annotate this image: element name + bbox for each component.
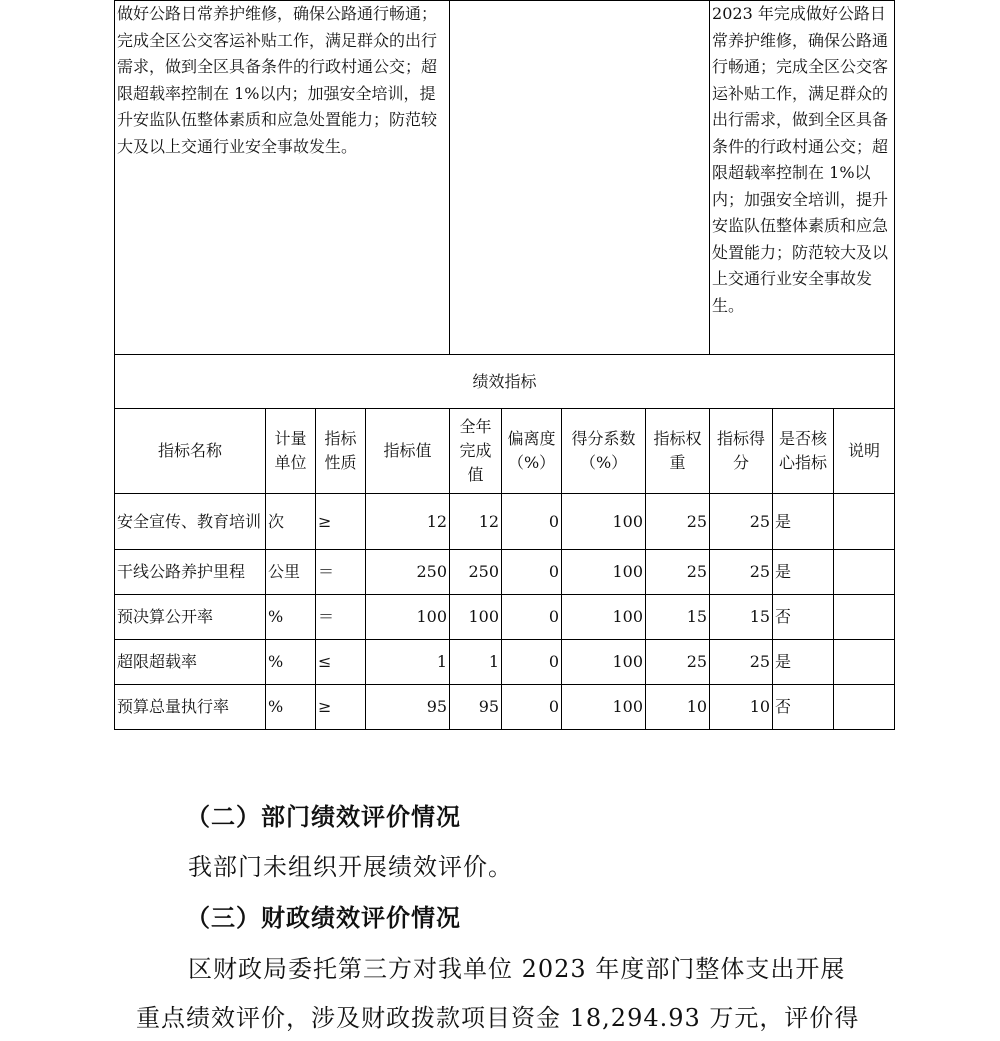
table-row <box>115 685 895 730</box>
header-cell: 指标权重 <box>646 409 710 494</box>
deviation: 0 <box>502 595 562 640</box>
core-flag: 是 <box>773 640 834 685</box>
table-row <box>115 640 895 685</box>
weight: 15 <box>646 595 710 640</box>
target-value: 95 <box>366 685 450 730</box>
score: 10 <box>710 685 773 730</box>
table-row <box>115 550 895 595</box>
target-value: 12 <box>366 494 450 550</box>
annual-goal-cell: 做好公路日常养护维修，确保公路通行畅通；完成全区公交客运补贴工作，满足群众的出行需求，做到全区具备条件的行政村通公交；超限超载率控制在 1%以内；加强安全培训，提升安监队伍整体素质和应急处置能力；防范较大及以上交通行业安全事故发生。 <box>115 1 450 355</box>
note <box>834 550 895 595</box>
core-flag: 否 <box>773 595 834 640</box>
note <box>834 640 895 685</box>
section-3-heading: （三）财政绩效评价情况 <box>186 903 461 932</box>
completed-value: 95 <box>450 685 502 730</box>
unit: 公里 <box>266 550 316 595</box>
completed-value: 100 <box>450 595 502 640</box>
section-2-heading: （二）部门绩效评价情况 <box>186 802 461 831</box>
section-2-body: 我部门未组织开展绩效评价。 <box>188 853 513 881</box>
header-cell: 指标名称 <box>115 409 266 494</box>
section-3-body-line-1: 区财政局委托第三方对我单位 2023 年度部门整体支出开展 <box>188 955 846 983</box>
score-coefficient: 100 <box>562 685 646 730</box>
indicator-name: 干线公路养护里程 <box>115 550 266 595</box>
unit: % <box>266 685 316 730</box>
note <box>834 685 895 730</box>
header-cell: 指标值 <box>366 409 450 494</box>
core-flag: 是 <box>773 494 834 550</box>
weight: 25 <box>646 494 710 550</box>
header-cell: 得分系数（%） <box>562 409 646 494</box>
indicator-section-row <box>115 355 895 409</box>
performance-table <box>114 0 895 730</box>
header-cell: 指标得分 <box>710 409 773 494</box>
nature: ＝ <box>316 595 366 640</box>
target-value: 250 <box>366 550 450 595</box>
weight: 10 <box>646 685 710 730</box>
indicator-name: 预决算公开率 <box>115 595 266 640</box>
completed-value: 12 <box>450 494 502 550</box>
score-coefficient: 100 <box>562 494 646 550</box>
note <box>834 494 895 550</box>
score: 25 <box>710 640 773 685</box>
nature: ≥ <box>316 494 366 550</box>
indicator-section-title: 绩效指标 <box>115 355 895 409</box>
deviation: 0 <box>502 494 562 550</box>
weight: 25 <box>646 640 710 685</box>
weight: 25 <box>646 550 710 595</box>
score: 15 <box>710 595 773 640</box>
unit: 次 <box>266 494 316 550</box>
table-row <box>115 494 895 550</box>
target-value: 1 <box>366 640 450 685</box>
score-coefficient: 100 <box>562 595 646 640</box>
empty-goal-cell <box>450 1 710 355</box>
indicator-name: 安全宣传、教育培训 <box>115 494 266 550</box>
completed-value: 1 <box>450 640 502 685</box>
target-value: 100 <box>366 595 450 640</box>
score: 25 <box>710 550 773 595</box>
section-3-body-line-2: 重点绩效评价，涉及财政拨款项目资金 18,294.93 万元，评价得 <box>136 1004 860 1032</box>
header-cell: 说明 <box>834 409 895 494</box>
indicator-name: 超限超载率 <box>115 640 266 685</box>
note <box>834 595 895 640</box>
score-coefficient: 100 <box>562 550 646 595</box>
goals-row <box>115 1 895 355</box>
header-cell: 是否核心指标 <box>773 409 834 494</box>
header-cell: 偏离度（%） <box>502 409 562 494</box>
unit: % <box>266 640 316 685</box>
nature: ≥ <box>316 685 366 730</box>
nature: ≤ <box>316 640 366 685</box>
table-header-row <box>115 409 895 494</box>
completed-value: 250 <box>450 550 502 595</box>
deviation: 0 <box>502 640 562 685</box>
core-flag: 是 <box>773 550 834 595</box>
core-flag: 否 <box>773 685 834 730</box>
unit: % <box>266 595 316 640</box>
deviation: 0 <box>502 550 562 595</box>
score: 25 <box>710 494 773 550</box>
deviation: 0 <box>502 685 562 730</box>
header-cell: 计量单位 <box>266 409 316 494</box>
score-coefficient: 100 <box>562 640 646 685</box>
performance-table-wrapper <box>114 0 894 730</box>
nature: ＝ <box>316 550 366 595</box>
goal-completion-cell: 2023 年完成做好公路日常养护维修，确保公路通行畅通；完成全区公交客运补贴工作，满足群众的出行需求，做到全区具备条件的行政村通公交；超限超载率控制在 1%以内；加强安全培训，提升安监队伍整体素质和应急处置能力；防范较大及以上交通行业安全事故发生。 <box>710 1 895 355</box>
header-cell: 全年完成值 <box>450 409 502 494</box>
header-cell: 指标性质 <box>316 409 366 494</box>
table-row <box>115 595 895 640</box>
indicator-name: 预算总量执行率 <box>115 685 266 730</box>
